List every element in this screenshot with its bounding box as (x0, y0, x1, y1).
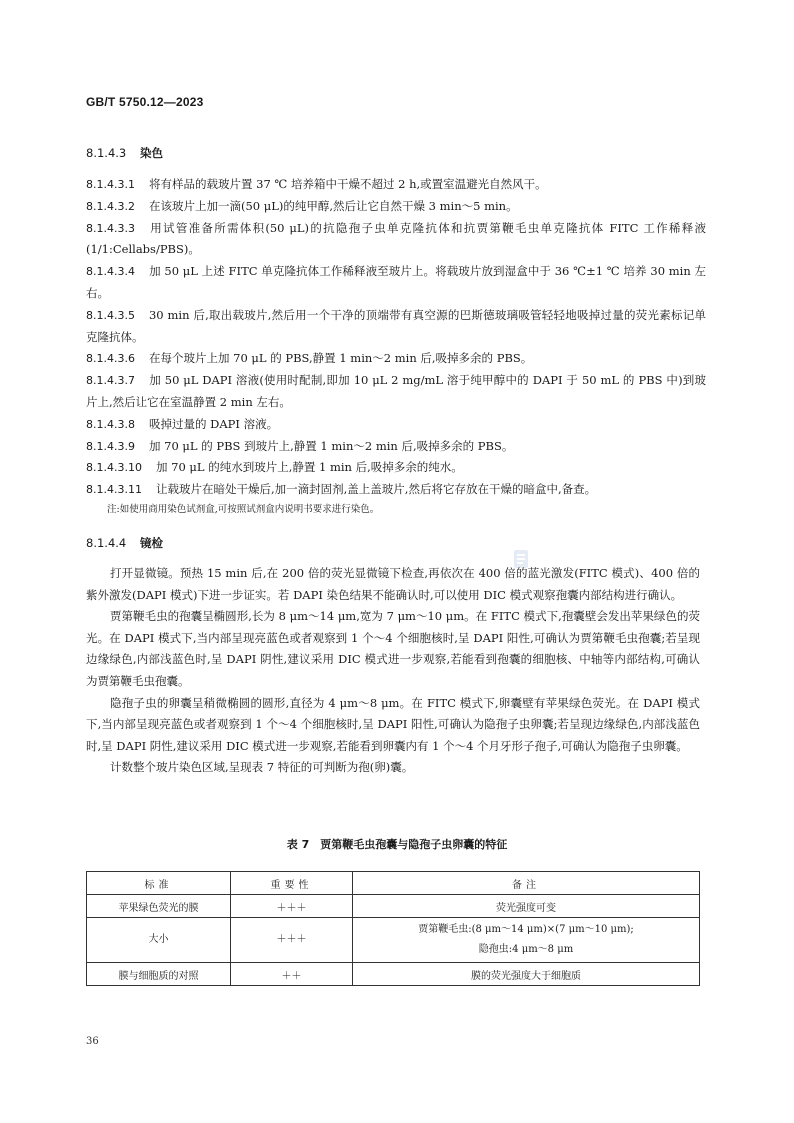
table-row (87, 963, 700, 986)
section-heading-microscopy (86, 535, 163, 551)
step-text: 在该玻片上加一滴(50 μL)的纯甲醇,然后让它自然干燥 3 min～5 min。 (148, 198, 518, 213)
page-number: 36 (86, 1036, 99, 1047)
cell-standard: 大小 (87, 918, 231, 963)
step-item (86, 436, 706, 458)
remark-line-crypto: 隐孢虫:4 μm～8 μm (478, 944, 574, 955)
staining-steps-list (86, 174, 706, 501)
step-number: 8.1.4.3.10 (86, 461, 142, 475)
step-item (86, 196, 706, 218)
header-importance: 重要性 (231, 872, 353, 895)
step-text: 30 min 后,取出载玻片,然后用一个干净的顶端带有真空源的巴斯德玻璃吸管轻轻地吸掉过量的荧光素标记单克隆抗体。 (86, 307, 706, 344)
step-number: 8.1.4.3.2 (86, 199, 135, 213)
table-caption: 表 7 贾第鞭毛虫孢囊与隐孢子虫卵囊的特征 (286, 838, 508, 851)
cell-remark: 荧光强度可变 (353, 895, 700, 918)
header-standard: 标准 (87, 872, 231, 895)
step-item (86, 305, 706, 349)
section-title: 染色 (140, 146, 163, 160)
step-text: 加 50 μL DAPI 溶液(使用时配制,即加 10 μL 2 mg/mL 溶于纯甲醇中的 DAPI 于 50 mL 的 PBS 中)到玻片上,然后让它在室温静置 2 min 左右。 (86, 373, 706, 409)
section-heading-staining (86, 145, 163, 161)
step-item (86, 174, 706, 196)
staining-note: 注:如使用商用染色试剂盒,可按照试剂盒内说明书要求进行染色。 (107, 504, 380, 515)
table-row (87, 918, 700, 963)
step-text: 加 50 μL 上述 FITC 单克隆抗体工作稀释液至玻片上。将载玻片放到湿盒中于 36 ℃±1 ℃ 培养 30 min 左右。 (86, 264, 706, 300)
paragraph: 隐孢子虫的卵囊呈稍微椭圆的圆形,直径为 4 μm～8 μm。在 FITC 模式下,卵囊壁有苹果绿色荧光。在 DAPI 模式下,当内部呈现亮蓝色或者观察到 1 个～4 个细胞核时,呈 DAPI 阳性,可确认为隐孢子虫卵囊;若呈现边缘绿色,内部浅蓝色时,呈 DAPI 阴性,建议采用 DIC 模式进一步观察,若能看到卵囊内有 1 个～4 个月牙形子孢子,可确认为隐孢子虫卵囊。 (86, 695, 700, 753)
step-text: 将有样品的载玻片置 37 ℃ 培养箱中干燥不超过 2 h,或置室温避光自然风干。 (148, 177, 547, 191)
section-title: 镜检 (140, 536, 163, 550)
step-number: 8.1.4.3.8 (86, 417, 135, 431)
cell-remark: 膜的荧光强度大于细胞质 (353, 963, 700, 986)
step-item (86, 414, 706, 436)
step-text: 加 70 μL 的纯水到玻片上,静置 1 min 后,吸掉多余的纯水。 (155, 460, 463, 475)
step-text: 加 70 μL 的 PBS 到玻片上,静置 1 min～2 min 后,吸掉多余的 PBS。 (148, 438, 514, 453)
step-text: 让载玻片在暗处干燥后,加一滴封固剂,盖上盖玻片,然后将它存放在干燥的暗盒中,备查。 (155, 482, 597, 497)
cell-standard: 膜与细胞质的对照 (87, 963, 231, 986)
step-text: 吸掉过量的 DAPI 溶液。 (148, 416, 279, 431)
cell-remark (353, 918, 700, 963)
document-code-header: GB/T 5750.12—2023 (86, 95, 204, 109)
cell-importance: ＋＋ (231, 963, 353, 986)
step-number: 8.1.4.3.7 (86, 374, 135, 388)
remark-line-giardia: 贾第鞭毛虫:(8 μm～14 μm)×(7 μm～10 μm); (418, 924, 634, 935)
step-number: 8.1.4.3.3 (86, 221, 135, 235)
step-item (86, 370, 706, 414)
paragraph: 计数整个玻片染色区域,呈现表 7 特征的可判断为孢(卵)囊。 (110, 760, 414, 775)
step-number: 8.1.4.3.6 (86, 352, 135, 366)
cell-importance: ＋＋＋ (231, 895, 353, 918)
section-number: 8.1.4.3 (86, 146, 127, 160)
step-item (86, 261, 706, 305)
step-item (86, 457, 706, 479)
step-number: 8.1.4.3.1 (86, 178, 135, 191)
features-table (86, 871, 700, 986)
step-item (86, 218, 706, 262)
header-remark: 备注 (353, 872, 700, 895)
table-row (87, 895, 700, 918)
cell-importance: ＋＋＋ (231, 918, 353, 963)
step-item (86, 348, 706, 370)
table-header-row (87, 872, 700, 895)
step-item (86, 479, 706, 501)
step-number: 8.1.4.3.5 (86, 308, 135, 322)
section-number: 8.1.4.4 (86, 536, 127, 550)
step-number: 8.1.4.3.4 (86, 265, 135, 279)
step-text: 在每个玻片上加 70 μL 的 PBS,静置 1 min～2 min 后,吸掉多余的 PBS。 (148, 351, 533, 366)
step-number: 8.1.4.3.9 (86, 439, 135, 453)
paragraph: 贾第鞭毛虫的孢囊呈椭圆形,长为 8 μm～14 μm,宽为 7 μm～10 μm。在 FITC 模式下,孢囊壁会发出苹果绿色的荧光。在 DAPI 模式下,当内部呈现亮蓝色或者观察到 1 个～4 个细胞核时,呈 DAPI 阳性,可确认为贾第鞭毛虫孢囊;若呈现边缘绿色,内部浅蓝色时,呈 DAPI 阴性,建议采用 DIC 模式进一步观察,若能看到孢囊的细胞核、中轴等内部结构,可确认为贾第鞭毛虫孢囊。 (86, 609, 700, 688)
step-text: 用试管准备所需体积(50 μL)的抗隐孢子虫单克隆抗体和抗贾第鞭毛虫单克隆抗体 FITC 工作稀释液(1/1:Cellabs/PBS)。 (86, 220, 706, 257)
step-number: 8.1.4.3.11 (86, 483, 142, 497)
microscopy-body (86, 563, 700, 779)
cell-standard: 苹果绿色荧光的膜 (87, 895, 231, 918)
paragraph: 打开显微镜。预热 15 min 后,在 200 倍的荧光显微镜下检查,再依次在 400 倍的蓝光激发(FITC 模式)、400 倍的紫外激发(DAPI 模式)下进一步证实。若 DAPI 染色结果不能确认时,可以使用 DIC 模式观察孢囊内部结构进行确认。 (86, 566, 700, 602)
